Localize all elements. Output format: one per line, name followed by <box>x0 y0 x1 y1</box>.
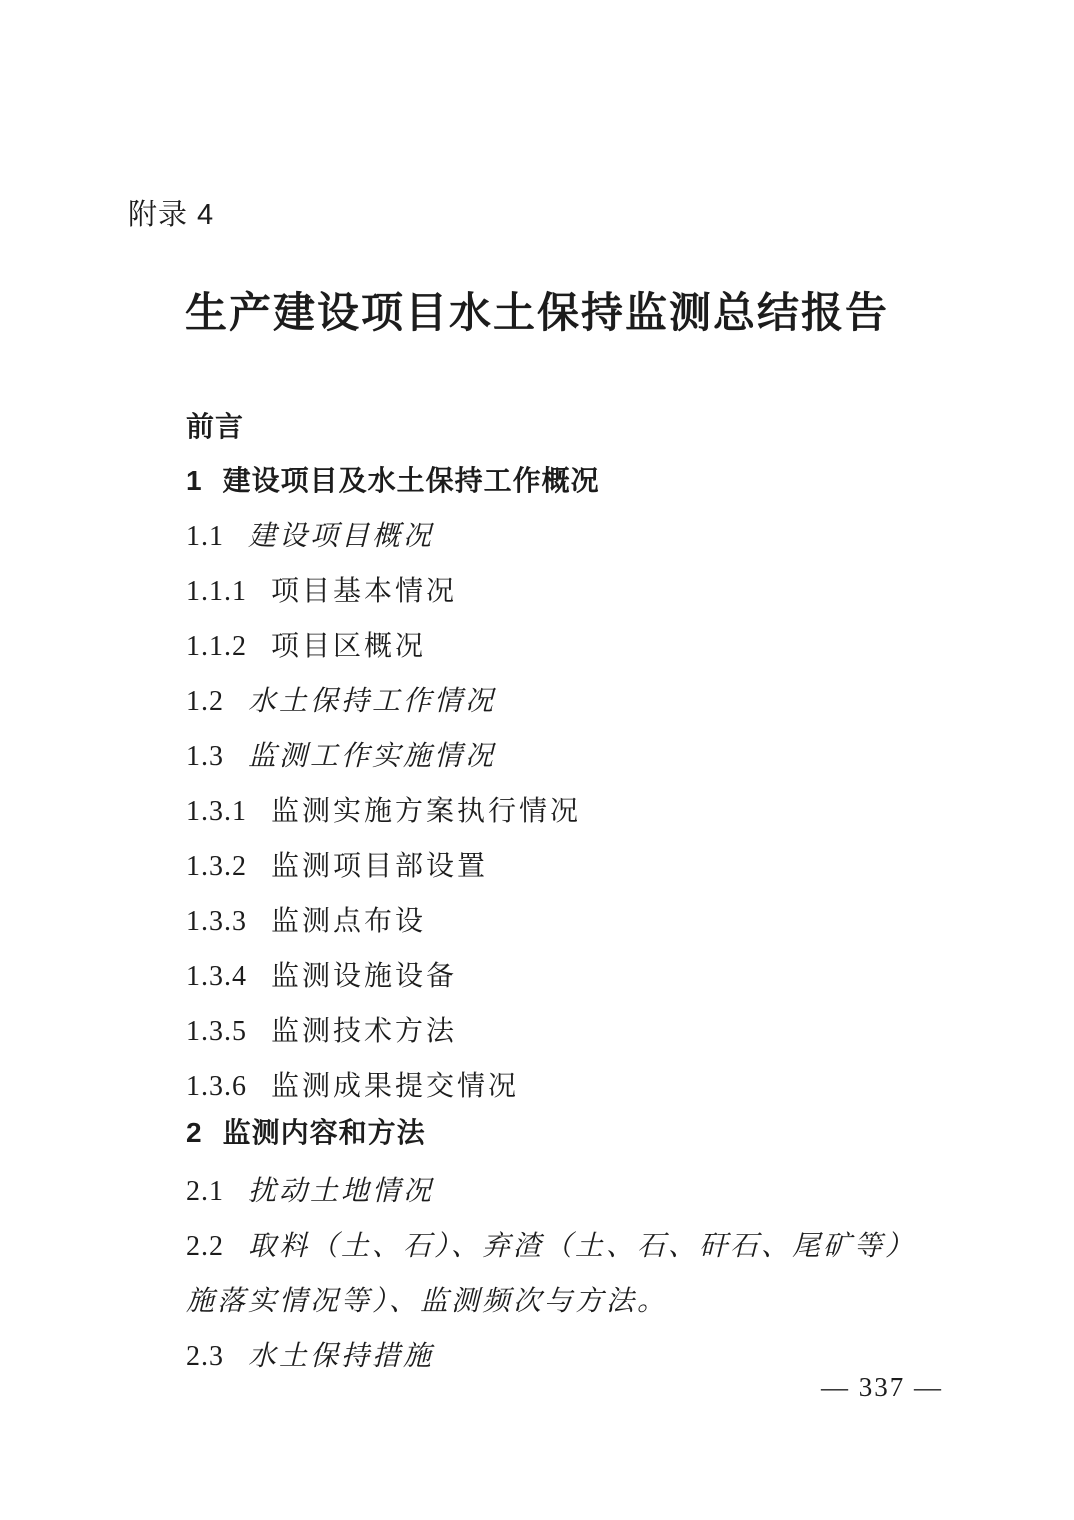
toc-line-1-1-2 <box>186 630 426 664</box>
toc-label: 监测项目部设置 <box>271 851 489 882</box>
toc-line-2 <box>186 1116 426 1150</box>
toc-label: 取料（土、石）、弃渣（土、石、矸石、尾矿等） <box>248 1231 917 1262</box>
toc-number: 1 <box>186 465 203 496</box>
toc-number: 1.3.2 <box>186 851 247 882</box>
toc-number: 2.1 <box>186 1176 224 1207</box>
toc-line-2-1 <box>186 1175 434 1209</box>
toc-label: 建设项目概况 <box>248 521 435 552</box>
toc-line-1-3-4 <box>186 960 457 994</box>
toc-number: 1.1.1 <box>186 576 247 607</box>
toc-label: 监测实施方案执行情况 <box>271 796 582 827</box>
toc-label: 监测设施设备 <box>271 961 458 992</box>
page-number: — 337 — <box>821 1372 943 1402</box>
toc-line-1 <box>186 464 600 498</box>
toc-line-1-3-5 <box>186 1015 457 1049</box>
toc-line-1-3-6 <box>186 1070 519 1104</box>
toc-label: 监测点布设 <box>271 906 427 937</box>
toc-number: 1.3.6 <box>186 1071 247 1102</box>
toc-number: 1.2 <box>186 686 224 717</box>
toc-line-1-3 <box>186 740 496 774</box>
toc-label: 扰动土地情况 <box>248 1176 435 1207</box>
toc-number: 1.3 <box>186 741 224 772</box>
toc-line-2-2 <box>186 1230 916 1264</box>
toc-number: 1.3.1 <box>186 796 247 827</box>
toc-number: 2.2 <box>186 1231 224 1262</box>
toc-label: 项目基本情况 <box>271 576 458 607</box>
toc-label: 水土保持工作情况 <box>248 686 497 717</box>
toc-label: 项目区概况 <box>271 631 427 662</box>
toc-label: 监测内容和方法 <box>222 1117 426 1148</box>
toc-number: 1.1.2 <box>186 631 247 662</box>
page-title: 生产建设项目水土保持监测总结报告 <box>184 291 889 337</box>
toc-line-1-1-1 <box>186 575 457 609</box>
toc-label: 监测技术方法 <box>271 1016 458 1047</box>
toc-number: 1.3.4 <box>186 961 247 992</box>
toc-line-foreword <box>186 410 244 444</box>
toc-label: 建设项目及水土保持工作概况 <box>222 465 600 496</box>
toc-line-1-3-1 <box>186 795 581 829</box>
toc-number: 1.1 <box>186 521 224 552</box>
toc-line-2-3 <box>186 1340 434 1374</box>
toc-number: 1.3.3 <box>186 906 247 937</box>
toc-label: 监测工作实施情况 <box>248 741 497 772</box>
toc-label: 水土保持措施 <box>248 1341 435 1372</box>
toc-label: 前言 <box>186 411 245 442</box>
toc-line-1-3-2 <box>186 850 488 884</box>
toc-line-2-2-continuation <box>186 1285 668 1319</box>
toc-label: 施落实情况等）、监测频次与方法。 <box>186 1286 669 1317</box>
toc-number: 2.3 <box>186 1341 224 1372</box>
toc-line-1-1 <box>186 520 434 554</box>
appendix-label: 附录 4 <box>128 199 215 231</box>
toc-label: 监测成果提交情况 <box>271 1071 520 1102</box>
toc-line-1-3-3 <box>186 905 426 939</box>
toc-line-1-2 <box>186 685 496 719</box>
toc-number: 2 <box>186 1117 203 1148</box>
toc-number: 1.3.5 <box>186 1016 247 1047</box>
